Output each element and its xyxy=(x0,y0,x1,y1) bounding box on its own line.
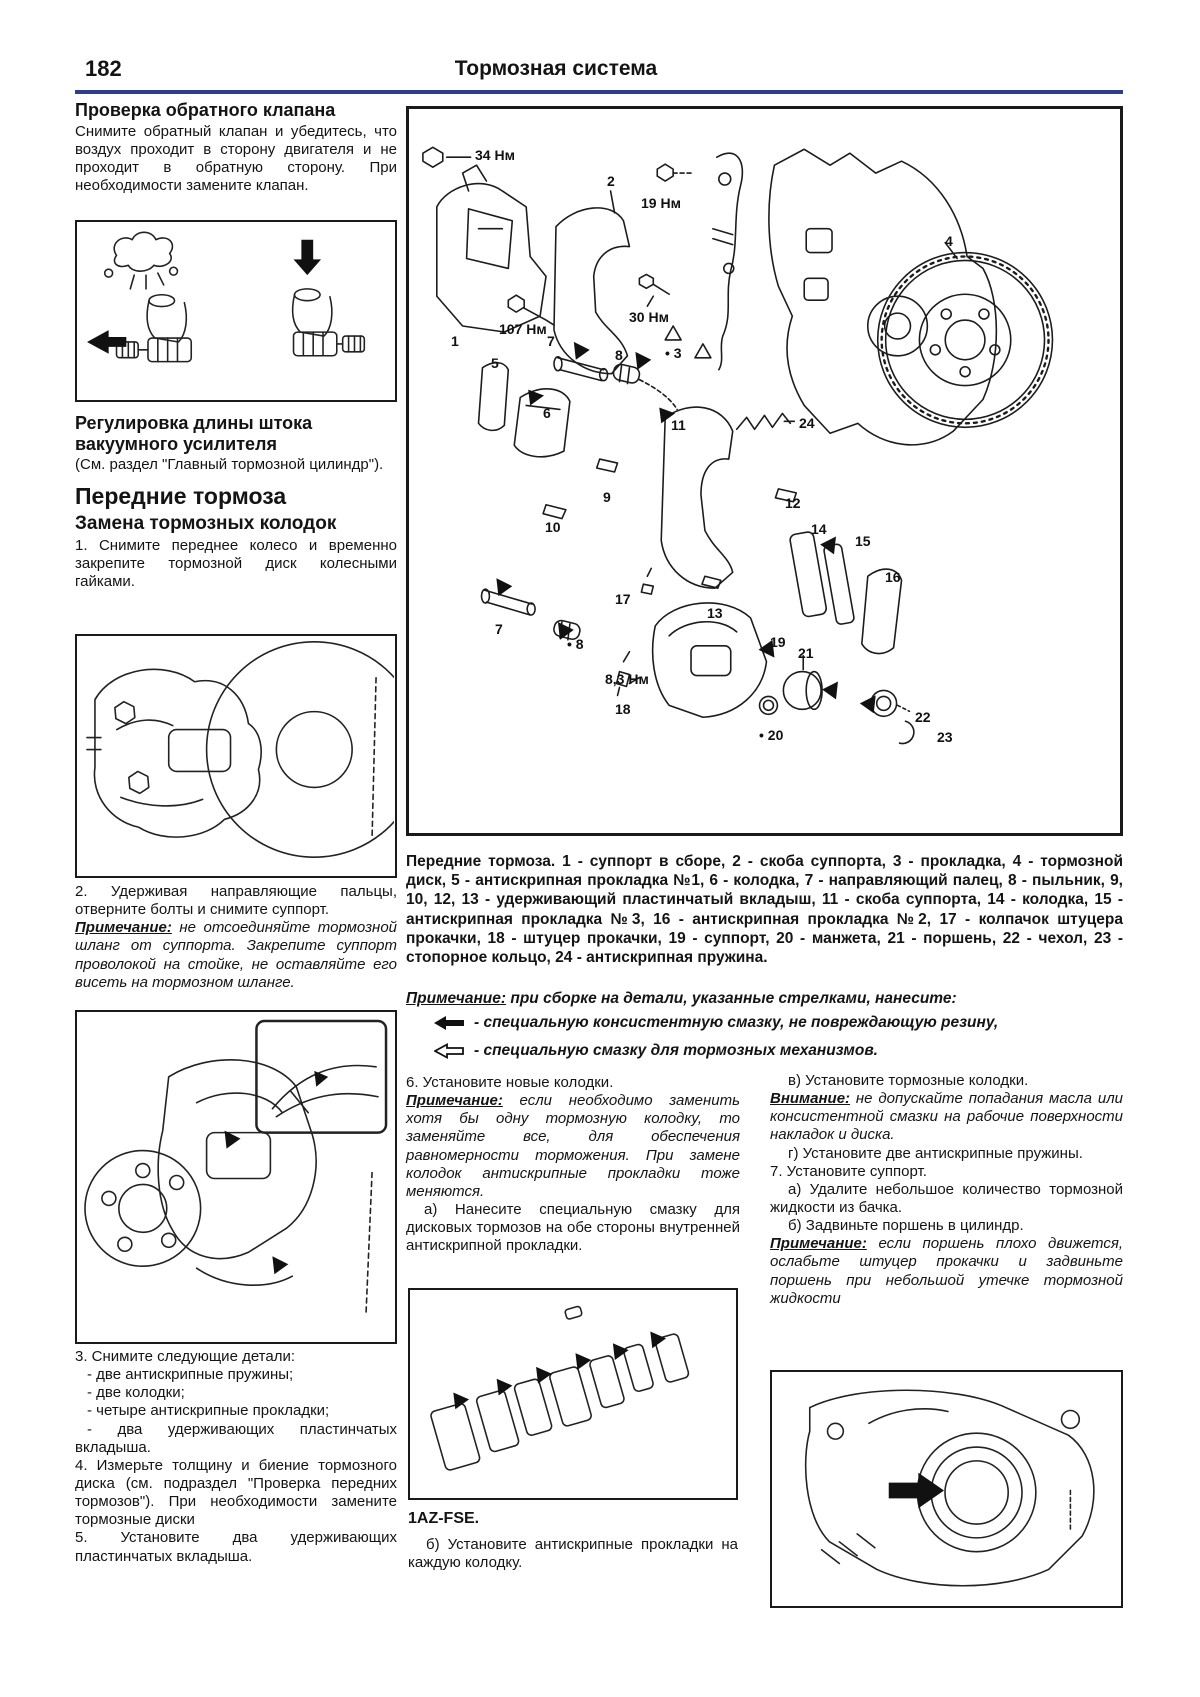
warning-label: Внимание: xyxy=(770,1090,851,1108)
warning-text: не допускайте попадания масла или консистентной смазки на рабочие поверхности накладок и диска. xyxy=(770,1090,1123,1144)
figure-check-valve xyxy=(75,220,397,402)
diagram-part-label: 8 xyxy=(615,347,623,363)
diagram-part-label: 22 xyxy=(915,709,931,725)
mid-left-bottom xyxy=(408,1510,738,1572)
item-b: б) Установите антискрипные прокладки на каждую колодку. xyxy=(408,1536,738,1572)
engine-label: 1AZ-FSE. xyxy=(408,1510,480,1527)
warning xyxy=(770,1090,1123,1144)
left-arrow-icon xyxy=(87,330,126,354)
note-text: не отсоединяйте тормозной шланг от суппорта. Закрепите суппорт проволокой на стойке, не оставляйте его висеть на тормозном шланге. xyxy=(75,919,397,991)
note xyxy=(75,919,397,992)
check-valve-section xyxy=(75,100,397,195)
note-text: если поршень плохо движется, ослабьте штуцер прокачки и задвиньте поршень при небольшой утечке тормозной жидкости xyxy=(770,1235,1123,1307)
diagram-part-label: 17 xyxy=(615,591,631,607)
diagram-part-label: 14 xyxy=(811,521,827,537)
diagram-part-label: 21 xyxy=(798,645,814,661)
diagram-part-label: • 20 xyxy=(759,727,784,743)
vacuum-booster-section xyxy=(75,413,397,591)
diagram-part-label: 19 Нм xyxy=(641,195,681,211)
note-label: Примечание: xyxy=(406,1092,503,1110)
section-heading: Проверка обратного клапана xyxy=(75,100,336,120)
diagram-part-label: 24 xyxy=(799,415,815,431)
legend-solid-arrow-row xyxy=(434,1014,998,1032)
pad-replacement-subheading: Замена тормозных колодок xyxy=(75,513,337,535)
outline-left-arrow-icon xyxy=(434,1043,464,1059)
piston-arrow-icon xyxy=(889,1473,944,1509)
caliper-illustration xyxy=(77,636,394,875)
down-arrow-icon xyxy=(294,240,322,275)
step-7: 7. Установите суппорт. xyxy=(770,1162,927,1180)
diagram-part-label: 8,3 Нм xyxy=(605,671,649,687)
page-title: Тормозная система xyxy=(454,57,658,80)
step-4: 4. Измерьте толщину и биение тормозного диска (см. подраздел "Проверка передних тормозов"). При необходимости замените тормозные диски xyxy=(75,1456,397,1529)
figure-caliper-bolts xyxy=(75,634,397,878)
step-3-item: - две колодки; xyxy=(87,1384,185,1402)
diagram-part-label: 5 xyxy=(491,355,499,371)
solid-left-arrow-icon xyxy=(434,1015,464,1031)
diagram-part-label: 11 xyxy=(671,417,686,433)
step-2: 2. Удерживая направляющие пальцы, отверните болты и снимите суппорт. xyxy=(75,883,397,919)
diagram-part-label: 1 xyxy=(451,333,459,349)
steps-3-4-5-block xyxy=(75,1348,397,1566)
diagram-caption: Передние тормоза. 1 - суппорт в сборе, 2 - скоба суппорта, 3 - прокладка, 4 - тормозной диск, 5 - антискрипная прокладка №1, 6 - колодка, 7 - направляющий палец, 8 - пыльник, 9, 10, 12, 13 - удерживающий пластинчатый вкладыш, 11 - скоба суппорта, 14 - колодка, 15 - антискрипная прокладка №3, 16 - антискрипная прокладка №2, 17 - колпачок штуцера прокачки, 18 - штуцер прокачки, 19 - суппорт, 20 - манжета, 21 - поршень, 22 - чехол, 23 - стопорное кольцо, 24 - антискрипная пружина. xyxy=(406,853,1123,967)
inset-arrow-icon xyxy=(314,1071,328,1087)
note-text: при сборке на детали, указанные стрелками, нанесите: xyxy=(506,990,957,1007)
diagram-note xyxy=(406,990,1123,1009)
figure-caliper-piston xyxy=(770,1370,1123,1608)
step-3-item: - две антискрипные пружины; xyxy=(87,1366,294,1384)
diagram-part-label: 12 xyxy=(785,495,801,511)
section-heading: Регулировка длины штока вакуумного усилителя xyxy=(75,413,313,454)
note-label: Примечание: xyxy=(406,990,507,1007)
note-label: Примечание: xyxy=(770,1235,867,1253)
diagram-part-label: 6 xyxy=(543,405,551,421)
step-3-item: - четыре антискрипные прокладки; xyxy=(87,1402,330,1420)
diagram-part-label: 19 xyxy=(770,634,786,650)
diagram-part-label: • 8 xyxy=(567,636,584,652)
diagram-part-label: 107 Нм xyxy=(499,321,547,337)
figure-pad-set xyxy=(408,1288,738,1500)
diagram-part-label: 2 xyxy=(607,173,615,189)
item-g: г) Установите две антискрипные пружины. xyxy=(788,1144,1083,1162)
note xyxy=(770,1235,1123,1308)
diagram-part-label: • 3 xyxy=(665,345,682,361)
note-text: если необходимо заменить хотя бы одну тормозную колодку, то заменяйте все, для обеспечения равномерности торможения. При замене колодок антискрипные прокладки тоже меняются. xyxy=(406,1092,740,1200)
header-rule xyxy=(75,90,1123,94)
section-body: (См. раздел "Главный тормозной цилиндр"). xyxy=(75,456,384,474)
step-5: 5. Установите два удерживающих пластинчатых вкладыша. xyxy=(75,1529,397,1565)
diagram-part-label: 30 Нм xyxy=(629,309,669,325)
note-label: Примечание: xyxy=(75,919,172,937)
mid-right-column xyxy=(770,1072,1123,1308)
diagram-part-label: 18 xyxy=(615,701,631,717)
arrow-icon xyxy=(272,1256,288,1274)
caliper-detail-illustration xyxy=(77,1012,394,1341)
diagram-part-label: 13 xyxy=(707,605,723,621)
front-brake-exploded-diagram xyxy=(406,106,1123,836)
front-brakes-heading: Передние тормоза xyxy=(75,483,287,510)
diagram-part-label: 4 xyxy=(945,233,953,249)
diagram-part-label: 10 xyxy=(545,519,561,535)
step-6: 6. Установите новые колодки. xyxy=(406,1074,614,1091)
step2-block xyxy=(75,883,397,992)
diagram-part-label: 34 Нм xyxy=(475,147,515,163)
item-b: б) Задвиньте поршень в цилиндр. xyxy=(788,1217,1024,1235)
figure-caliper-pliers xyxy=(75,1010,397,1344)
pad-set-illustration xyxy=(410,1290,735,1497)
step-3-item: - два удерживающих пластинчатых вкладыша. xyxy=(75,1420,397,1456)
diagram-part-label: 23 xyxy=(937,729,953,745)
diagram-part-label: 7 xyxy=(495,621,503,637)
item-a: а) Удалите небольшое количество тормозной жидкости из бачка. xyxy=(770,1180,1123,1216)
legend-outline-arrow-row xyxy=(434,1042,878,1060)
legend-text: - специальную смазку для тормозных механизмов. xyxy=(474,1042,878,1059)
legend-text: - специальную консистентную смазку, не повреждающую резину, xyxy=(474,1014,999,1031)
mid-left-column xyxy=(406,1074,740,1255)
section-body: Снимите обратный клапан и убедитесь, что воздух проходит в сторону двигателя и не проходит в обратную сторону. При необходимости замените клапан. xyxy=(75,122,397,194)
diagram-part-label: 9 xyxy=(603,489,611,505)
step-3: 3. Снимите следующие детали: xyxy=(75,1348,296,1365)
item-v: в) Установите тормозные колодки. xyxy=(788,1072,1029,1089)
note xyxy=(406,1092,740,1201)
diagram-part-label: 15 xyxy=(855,533,871,549)
exploded-view-art xyxy=(409,109,1120,833)
check-valve-illustration xyxy=(77,222,394,399)
diagram-part-label: 16 xyxy=(885,569,901,585)
item-a: а) Нанесите специальную смазку для дисковых тормозов на обе стороны внутренней антискрипной прокладки. xyxy=(406,1200,740,1255)
caliper-piston-illustration xyxy=(772,1372,1120,1605)
diagram-part-label: 7 xyxy=(547,333,555,349)
step-1: 1. Снимите переднее колесо и временно закрепите тормозной диск колесными гайками. xyxy=(75,536,397,591)
page-number: 182 xyxy=(85,56,122,81)
